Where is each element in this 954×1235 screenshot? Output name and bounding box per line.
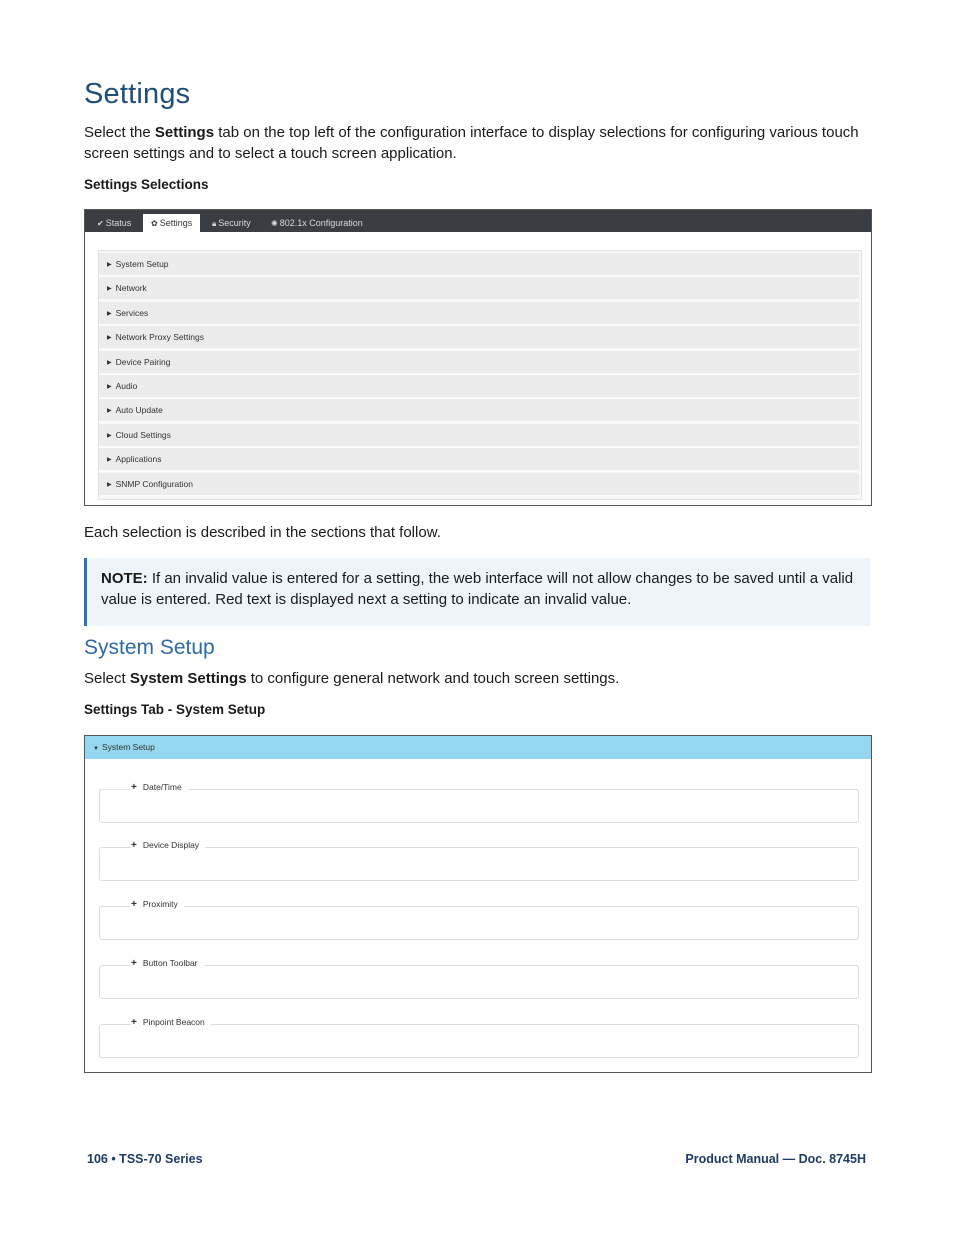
intro-text-1: Select the bbox=[84, 124, 155, 141]
tab-label: Settings bbox=[159, 218, 193, 228]
fieldset-date-time bbox=[99, 789, 859, 823]
note-text bbox=[101, 568, 861, 610]
caret-right-icon: ▶ bbox=[107, 311, 112, 317]
fieldset-legend-button-toolbar[interactable] bbox=[131, 958, 204, 969]
plus-icon: + bbox=[131, 899, 137, 910]
accordion-item-network[interactable] bbox=[99, 277, 859, 301]
note-label: NOTE: bbox=[101, 570, 148, 587]
accordion-item-cloud-settings[interactable] bbox=[99, 424, 859, 448]
legend-label: Pinpoint Beacon bbox=[142, 1017, 205, 1027]
accordion-label: Services bbox=[115, 308, 149, 318]
lock-icon: 🔒︎ bbox=[212, 219, 217, 228]
gear-icon: ✿ bbox=[151, 219, 158, 228]
intro-paragraph bbox=[84, 122, 884, 164]
settings-selections-screenshot bbox=[84, 209, 872, 506]
accordion-label: Network Proxy Settings bbox=[115, 332, 204, 342]
footer-doc-info: Product Manual — Doc. 8745H bbox=[685, 1152, 866, 1166]
plus-icon: + bbox=[131, 840, 137, 851]
figure-caption-system-setup: Settings Tab - System Setup bbox=[84, 702, 266, 717]
caret-right-icon: ▶ bbox=[107, 384, 112, 390]
intro-bold: Settings bbox=[154, 124, 215, 141]
fieldset-pinpoint-beacon bbox=[99, 1024, 859, 1058]
accordion-label: System Setup bbox=[115, 259, 169, 269]
caret-right-icon: ▶ bbox=[107, 286, 112, 292]
accordion-label: Cloud Settings bbox=[115, 430, 171, 440]
intro-text-2: tab on the top left of the configuration interface to display selections for configuring various touch screen settings and to select a touch screen application. bbox=[84, 124, 859, 162]
caret-right-icon: ▶ bbox=[107, 262, 112, 268]
caret-right-icon: ▶ bbox=[107, 482, 112, 488]
check-icon: ✔ bbox=[97, 219, 104, 228]
accordion-item-auto-update[interactable] bbox=[99, 399, 859, 423]
tab-label: 802.1x Configuration bbox=[279, 218, 363, 228]
caret-right-icon: ▶ bbox=[107, 360, 112, 366]
caret-right-icon: ▶ bbox=[107, 433, 112, 439]
tab-settings[interactable] bbox=[143, 214, 200, 232]
legend-label: Proximity bbox=[142, 899, 178, 909]
fieldset-legend-device-display[interactable] bbox=[131, 840, 205, 851]
accordion-item-services[interactable] bbox=[99, 302, 859, 326]
accordion-label: Device Pairing bbox=[115, 357, 171, 367]
plus-icon: + bbox=[131, 1017, 137, 1028]
accordion-label: Audio bbox=[115, 381, 138, 391]
system-setup-header[interactable] bbox=[85, 736, 871, 759]
footer-page-info: 106 • TSS-70 Series bbox=[87, 1152, 203, 1166]
accordion-item-applications[interactable] bbox=[99, 448, 859, 472]
tab-security[interactable] bbox=[212, 214, 251, 232]
system-setup-bold: System Settings bbox=[129, 670, 247, 687]
accordion-label: Network bbox=[115, 283, 147, 293]
system-setup-screenshot bbox=[84, 735, 872, 1073]
accordion-item-device-pairing[interactable] bbox=[99, 351, 859, 375]
tab-label: Status bbox=[105, 218, 132, 228]
accordion-item-network-proxy-settings[interactable] bbox=[99, 326, 859, 350]
accordion-item-system-setup[interactable] bbox=[99, 253, 859, 277]
accordion-item-snmp-configuration[interactable] bbox=[99, 473, 859, 497]
tab-status[interactable] bbox=[97, 214, 131, 232]
fieldset-legend-proximity[interactable] bbox=[131, 899, 184, 910]
caret-right-icon: ▶ bbox=[107, 335, 112, 341]
system-setup-paragraph bbox=[84, 668, 884, 689]
settings-accordion bbox=[98, 250, 862, 500]
system-setup-text-1: Select bbox=[84, 670, 130, 687]
figure-caption-settings-selections: Settings Selections bbox=[84, 177, 209, 192]
legend-label: Date/Time bbox=[142, 782, 182, 792]
plus-icon: + bbox=[131, 958, 137, 969]
tab-8021x-configuration[interactable] bbox=[271, 214, 363, 232]
fieldset-device-display bbox=[99, 847, 859, 881]
section-title-system-setup: System Setup bbox=[84, 636, 215, 659]
page-title: Settings bbox=[84, 78, 191, 110]
accordion-label: Applications bbox=[115, 454, 162, 464]
tab-bar bbox=[85, 210, 871, 232]
cog-icon: ✺ bbox=[271, 219, 278, 228]
fieldset-button-toolbar bbox=[99, 965, 859, 999]
fieldset-legend-pinpoint-beacon[interactable] bbox=[131, 1017, 211, 1028]
caret-down-icon: ▼ bbox=[93, 746, 99, 752]
fieldset-proximity bbox=[99, 906, 859, 940]
plus-icon: + bbox=[131, 782, 137, 793]
note-body: If an invalid value is entered for a setting, the web interface will not allow changes to be saved until a valid value is entered. Red text is displayed next a setting to indicate an invalid value. bbox=[101, 570, 854, 608]
system-setup-text-2: to configure general network and touch screen settings. bbox=[246, 670, 620, 687]
legend-label: Button Toolbar bbox=[142, 958, 198, 968]
note-box bbox=[84, 558, 870, 626]
accordion-label: SNMP Configuration bbox=[115, 479, 193, 489]
sections-follow-text: Each selection is described in the sections that follow. bbox=[84, 524, 441, 541]
caret-right-icon: ▶ bbox=[107, 408, 112, 414]
legend-label: Device Display bbox=[142, 840, 200, 850]
caret-right-icon: ▶ bbox=[107, 457, 112, 463]
tab-label: Security bbox=[218, 218, 251, 228]
fieldset-border-left bbox=[99, 789, 129, 790]
accordion-label: Auto Update bbox=[115, 405, 163, 415]
fieldset-legend-date-time[interactable] bbox=[131, 782, 188, 793]
system-setup-header-label: System Setup bbox=[101, 742, 155, 752]
accordion-item-audio[interactable] bbox=[99, 375, 859, 399]
